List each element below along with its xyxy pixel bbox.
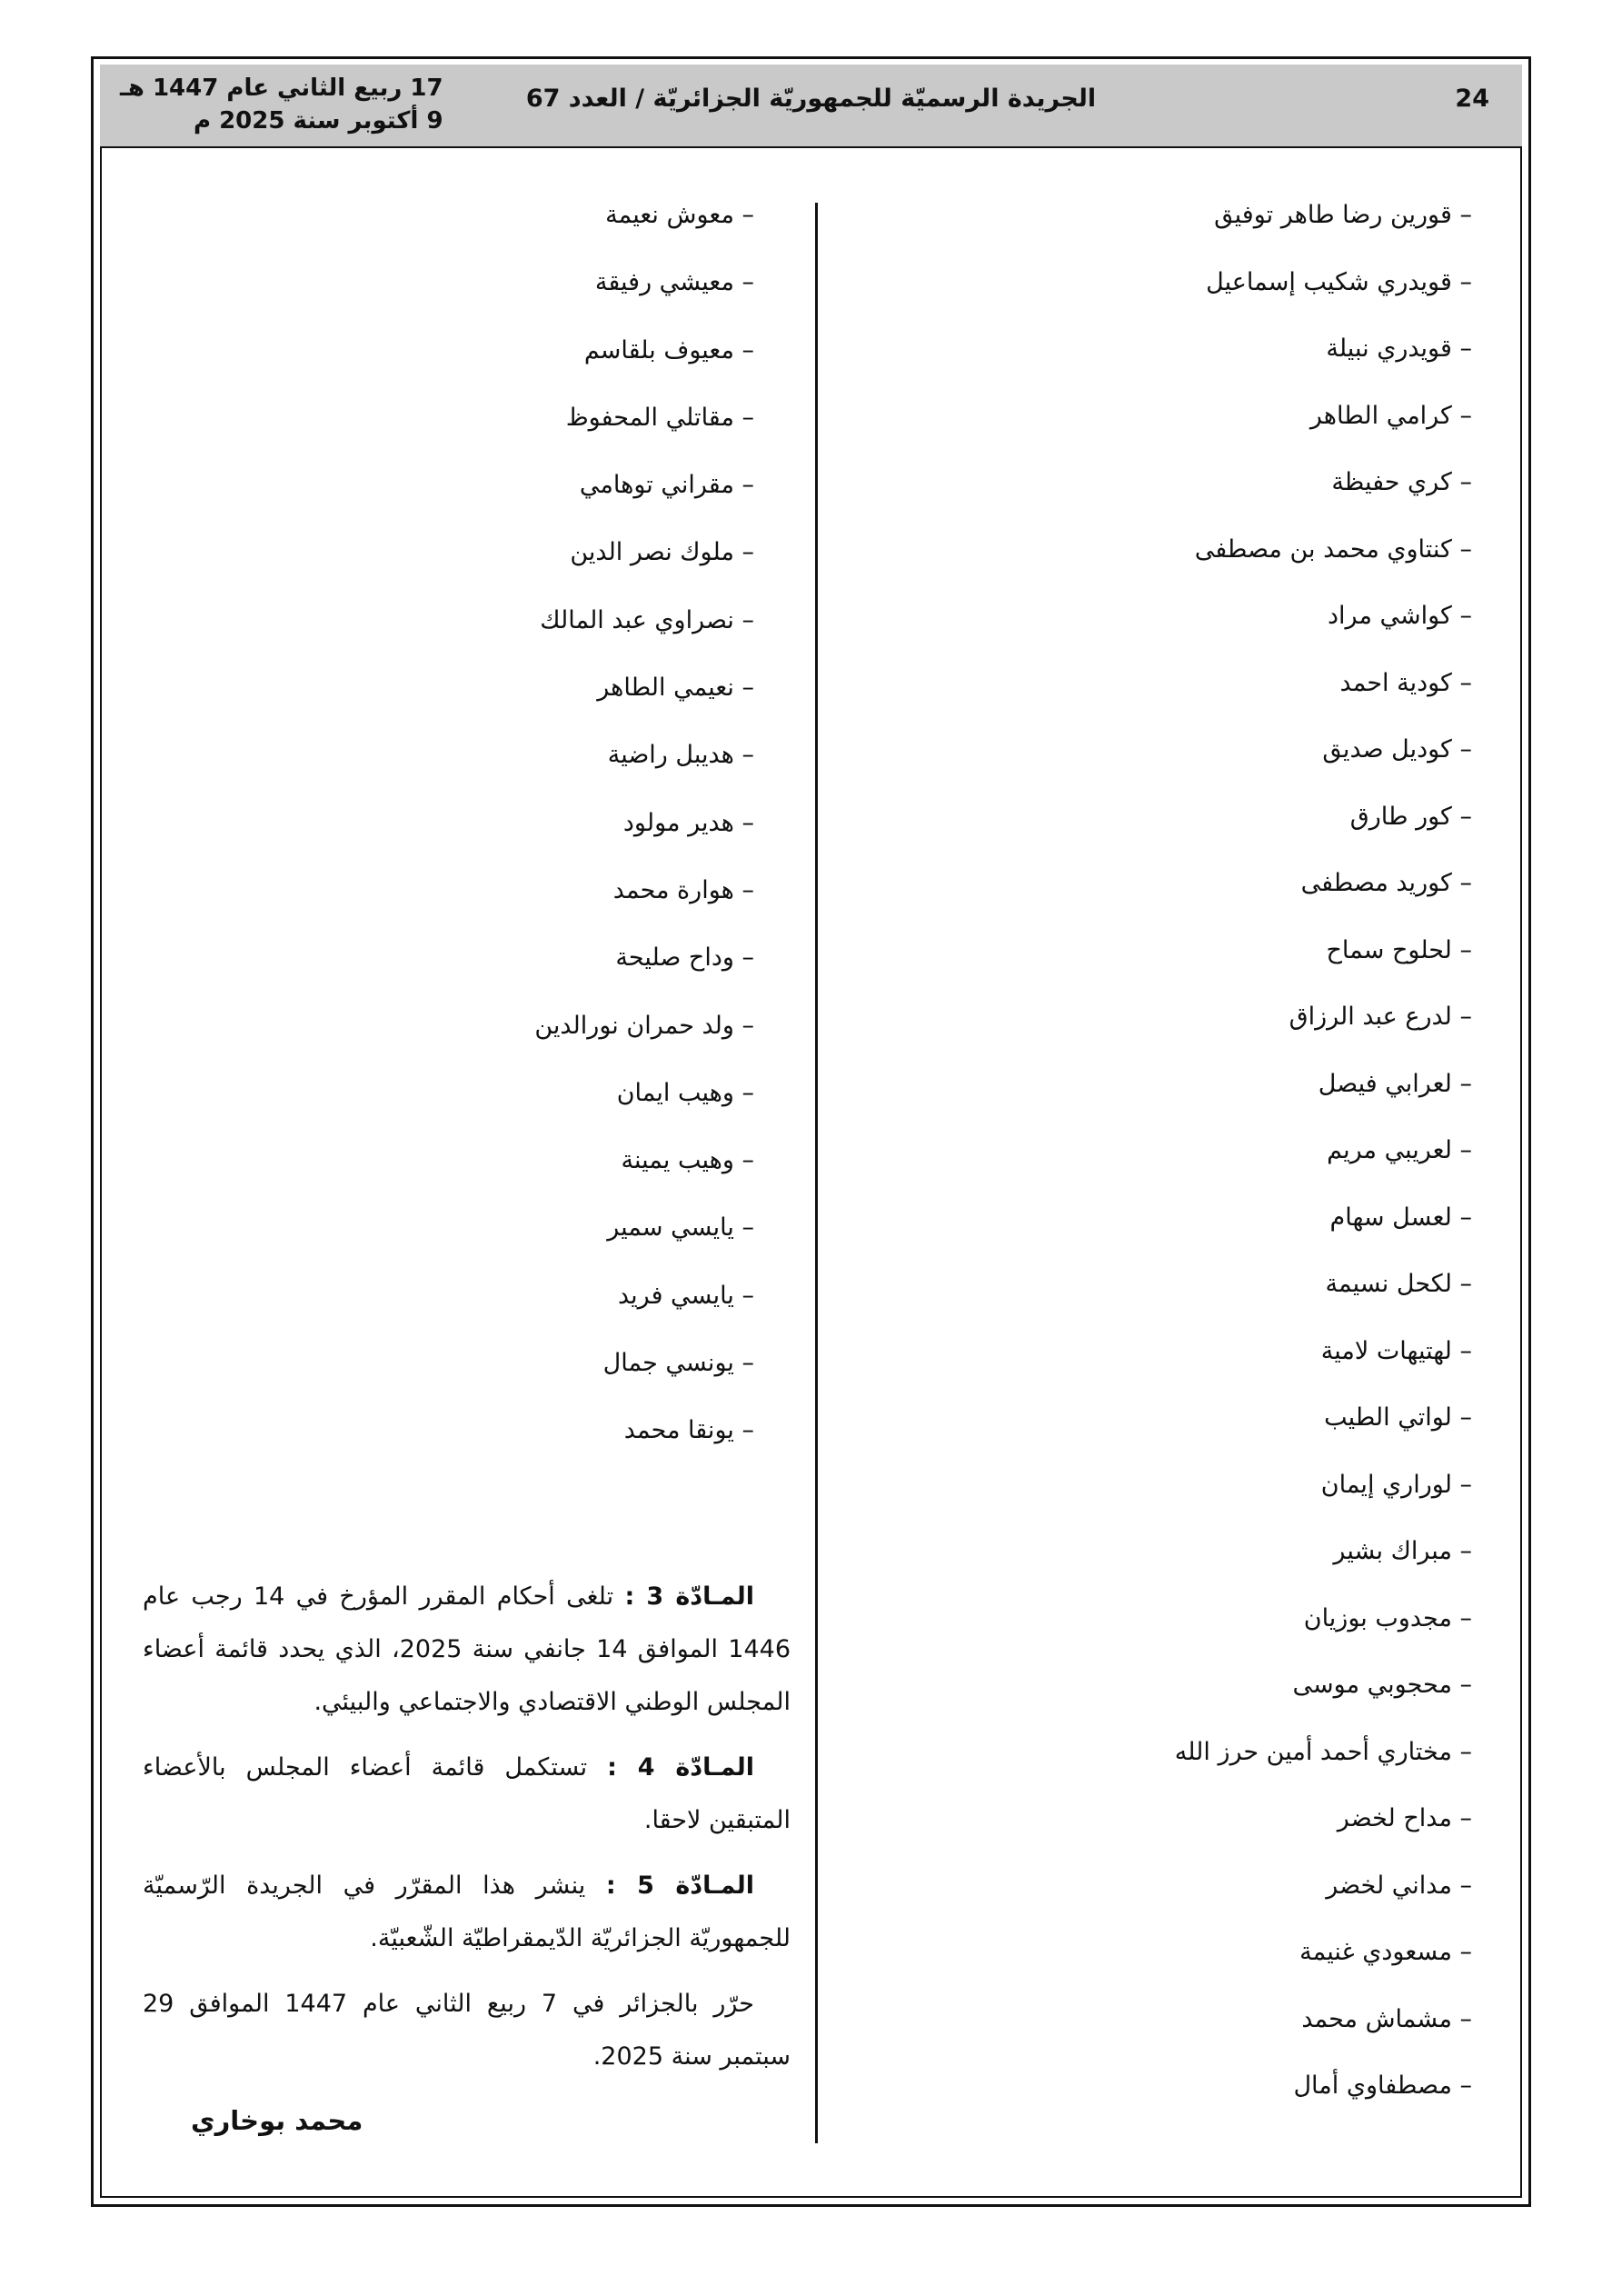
article-heading: المـادّة 4 : (607, 1753, 754, 1782)
signature: محمد بوخاري (191, 2105, 363, 2136)
list-item: – ولد حمران نورالدين (534, 1011, 754, 1040)
names-list-left (245, 193, 754, 1476)
list-item: – لدرع عبد الرزاق (1289, 1003, 1472, 1031)
article-4 (143, 1742, 791, 1847)
article-text: تستكمل قائمة أعضاء المجلس بالأعضاء المتبقين لاحقا. (143, 1753, 791, 1834)
list-item: – لواتي الطيب (1324, 1403, 1472, 1432)
list-item: – كوريد مصطفى (1300, 869, 1472, 897)
decree-articles (143, 1571, 791, 2096)
list-item: – مقراني توهامي (579, 471, 754, 500)
list-item: – لوراري إيمان (1320, 1470, 1472, 1499)
list-item: – مداح لخضر (1337, 1804, 1472, 1832)
list-item: – مسعودي غنيمة (1299, 1938, 1472, 1966)
list-item: – كنتاوي محمد بن مصطفى (1194, 534, 1472, 564)
list-item: – لهتيهات لامية (1320, 1336, 1472, 1365)
gazette-title: الجريدة الرسميّة للجمهوريّة الجزائريّة / العدد 67 (525, 85, 1097, 113)
article-5 (143, 1860, 791, 1965)
list-item: – مداني لخضر (1326, 1871, 1472, 1900)
article-text: ينشر هذا المقرّر في الجريدة الرّسميّة للجمهوريّة الجزائريّة الدّيمقراطيّة الشّعبيّة. (143, 1872, 791, 1952)
list-item: – كري حفيظة (1331, 468, 1472, 496)
list-item: – قويدري نبيلة (1326, 334, 1472, 363)
list-item: – كرامي الطاهر (1309, 401, 1472, 430)
page-header (100, 65, 1522, 148)
list-item: – مختاري أحمد أمين حرز الله (1174, 1737, 1472, 1766)
list-item: – لعريبي مريم (1327, 1136, 1472, 1164)
list-item: – يايسي سمير (607, 1213, 754, 1243)
article-3 (143, 1571, 791, 1729)
article-heading: المـادّة 5 : (605, 1872, 754, 1900)
page-number: 24 (1455, 85, 1489, 113)
list-item: – هديبل راضية (607, 741, 754, 770)
list-item: – معوش نعيمة (605, 201, 754, 229)
list-item: – معيوف بلقاسم (583, 335, 754, 364)
list-item: – نعيمي الطاهر (597, 674, 754, 703)
list-item: – مصطفاوي أمال (1293, 2071, 1472, 2100)
list-item: – هوارة محمد (612, 875, 754, 904)
article-heading: المـادّة 3 : (624, 1582, 755, 1611)
issue-date (120, 72, 443, 137)
issue-date-hijri: 17 ربيع الثاني عام 1447 هـ (120, 75, 443, 102)
list-item: – يايسي فريد (617, 1281, 754, 1310)
list-item: – كوديل صديق (1322, 735, 1472, 764)
closing-statement: حرّر بالجزائر في 7 ربيع الثاني عام 1447 الموافق 29 سبتمبر سنة 2025. (143, 1990, 791, 2071)
list-item: – كواشي مراد (1328, 602, 1472, 630)
issue-date-gregorian: 9 أكتوبر سنة 2025 م (193, 107, 443, 135)
list-item: – ملوك نصر الدين (570, 538, 754, 567)
list-item: – وداح صليحة (615, 943, 754, 973)
list-item: – وهيب يمينة (621, 1146, 754, 1175)
list-item: – كودية احمد (1339, 668, 1472, 697)
list-item: – وهيب ايمان (616, 1078, 754, 1107)
list-item: – قورين رضا طاهر توفيق (1214, 201, 1472, 229)
list-item: – مجدوب بوزيان (1303, 1603, 1472, 1632)
list-item: – يونسي جمال (602, 1349, 754, 1378)
list-item: – لحلوح سماح (1326, 935, 1472, 964)
list-item: – لعرابي فيصل (1318, 1069, 1472, 1098)
list-item: – كور طارق (1349, 802, 1472, 831)
column-divider (815, 203, 818, 2143)
list-item: – معيشي رفيقة (594, 268, 754, 297)
list-item: – لكحل نسيمة (1325, 1270, 1472, 1298)
list-item: – مشماش محمد (1301, 2004, 1472, 2033)
list-item: – نصراوي عبد المالك (540, 605, 754, 634)
names-list-right (927, 193, 1472, 2131)
list-item: – لعسل سهام (1329, 1203, 1472, 1232)
list-item: – مبراك بشير (1333, 1537, 1472, 1565)
list-item: – هدير مولود (622, 808, 754, 837)
list-item: – يونقا محمد (623, 1416, 754, 1445)
list-item: – محجوبي موسى (1292, 1671, 1472, 1699)
list-item: – مقاتلي المحفوظ (565, 403, 754, 432)
list-item: – قويدري شكيب إسماعيل (1206, 267, 1472, 296)
article-text: تلغى أحكام المقرر المؤرخ في 14 رجب عام 1446 الموافق 14 جانفي سنة 2025، الذي يحدد قائمة أعضاء المجلس الوطني الاقتصادي والاجتماعي والبيئي. (143, 1582, 791, 1716)
